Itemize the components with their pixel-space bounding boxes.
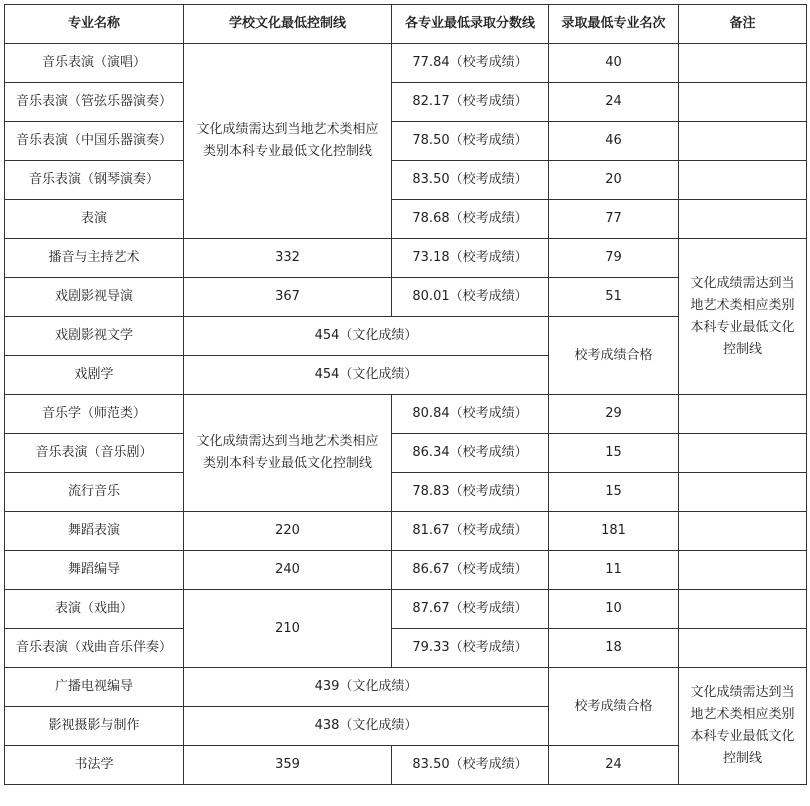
rank-cell: 79 [549, 239, 679, 278]
combined-score-cell: 439（文化成绩） [184, 668, 549, 707]
score-cell: 87.67（校考成绩） [392, 590, 549, 629]
remark-cell [679, 551, 807, 590]
major-cell: 音乐表演（音乐剧） [5, 434, 184, 473]
score-cell: 78.68（校考成绩） [392, 200, 549, 239]
table-row [5, 551, 807, 590]
major-cell: 音乐表演（管弦乐器演奏） [5, 83, 184, 122]
culture-control-cell: 367 [184, 278, 392, 317]
table-row [5, 44, 807, 83]
rank-cell: 24 [549, 746, 679, 785]
header-row [5, 5, 807, 44]
major-cell: 音乐学（师范类） [5, 395, 184, 434]
major-cell: 表演（戏曲） [5, 590, 184, 629]
table-row [5, 590, 807, 629]
culture-control-cell: 240 [184, 551, 392, 590]
score-cell: 77.84（校考成绩） [392, 44, 549, 83]
rank-cell: 18 [549, 629, 679, 668]
remark-cell [679, 629, 807, 668]
remark-cell [679, 395, 807, 434]
major-cell: 戏剧影视导演 [5, 278, 184, 317]
major-cell: 舞蹈表演 [5, 512, 184, 551]
header-culture-control: 学校文化最低控制线 [184, 5, 392, 44]
major-cell: 广播电视编导 [5, 668, 184, 707]
major-cell: 影视摄影与制作 [5, 707, 184, 746]
score-cell: 86.34（校考成绩） [392, 434, 549, 473]
combined-score-cell: 454（文化成绩） [184, 356, 549, 395]
score-cell: 83.50（校考成绩） [392, 161, 549, 200]
rank-cell: 181 [549, 512, 679, 551]
rank-cell: 46 [549, 122, 679, 161]
table-row [5, 83, 807, 122]
admission-score-table [4, 4, 807, 785]
score-cell: 83.50（校考成绩） [392, 746, 549, 785]
score-cell: 86.67（校考成绩） [392, 551, 549, 590]
major-cell: 书法学 [5, 746, 184, 785]
combined-score-cell: 438（文化成绩） [184, 707, 549, 746]
major-cell: 戏剧影视文学 [5, 317, 184, 356]
rank-cell: 24 [549, 83, 679, 122]
score-cell: 80.01（校考成绩） [392, 278, 549, 317]
remark-cell [679, 590, 807, 629]
table-row [5, 512, 807, 551]
major-cell: 流行音乐 [5, 473, 184, 512]
header-min-score: 各专业最低录取分数线 [392, 5, 549, 44]
major-cell: 音乐表演（中国乐器演奏） [5, 122, 184, 161]
score-cell: 79.33（校考成绩） [392, 629, 549, 668]
combined-score-cell: 454（文化成绩） [184, 317, 549, 356]
remark-merged-cell: 文化成绩需达到当地艺术类相应类别本科专业最低文化控制线 [679, 239, 807, 395]
score-cell: 80.84（校考成绩） [392, 395, 549, 434]
rank-cell: 40 [549, 44, 679, 83]
score-cell: 82.17（校考成绩） [392, 83, 549, 122]
header-remark: 备注 [679, 5, 807, 44]
score-cell: 78.83（校考成绩） [392, 473, 549, 512]
remark-cell [679, 473, 807, 512]
major-cell: 音乐表演（钢琴演奏） [5, 161, 184, 200]
culture-control-cell: 220 [184, 512, 392, 551]
major-cell: 舞蹈编导 [5, 551, 184, 590]
rank-cell: 15 [549, 434, 679, 473]
major-cell: 戏剧学 [5, 356, 184, 395]
table-row [5, 668, 807, 707]
major-cell: 音乐表演（演唱） [5, 44, 184, 83]
major-cell: 表演 [5, 200, 184, 239]
remark-cell [679, 44, 807, 83]
major-cell: 音乐表演（戏曲音乐伴奏） [5, 629, 184, 668]
table-row [5, 200, 807, 239]
culture-control-merged-cell: 文化成绩需达到当地艺术类相应类别本科专业最低文化控制线 [184, 395, 392, 512]
rank-cell: 77 [549, 200, 679, 239]
rank-cell: 29 [549, 395, 679, 434]
score-cell: 81.67（校考成绩） [392, 512, 549, 551]
table-row [5, 473, 807, 512]
culture-control-merged-cell: 文化成绩需达到当地艺术类相应类别本科专业最低文化控制线 [184, 44, 392, 239]
header-min-rank: 录取最低专业名次 [549, 5, 679, 44]
remark-cell [679, 200, 807, 239]
rank-cell: 15 [549, 473, 679, 512]
remark-cell [679, 122, 807, 161]
score-cell: 73.18（校考成绩） [392, 239, 549, 278]
remark-cell [679, 512, 807, 551]
culture-control-cell: 332 [184, 239, 392, 278]
table-row [5, 239, 807, 278]
rank-cell: 51 [549, 278, 679, 317]
remark-merged-cell: 文化成绩需达到当地艺术类相应类别本科专业最低文化控制线 [679, 668, 807, 785]
table-row [5, 161, 807, 200]
score-cell: 78.50（校考成绩） [392, 122, 549, 161]
table-row [5, 434, 807, 473]
table-row [5, 629, 807, 668]
major-cell: 播音与主持艺术 [5, 239, 184, 278]
rank-cell: 20 [549, 161, 679, 200]
exam-pass-merged-cell: 校考成绩合格 [549, 317, 679, 395]
rank-cell: 11 [549, 551, 679, 590]
table-row [5, 122, 807, 161]
rank-cell: 10 [549, 590, 679, 629]
culture-control-cell: 359 [184, 746, 392, 785]
remark-cell [679, 83, 807, 122]
table-row [5, 395, 807, 434]
exam-pass-merged-cell: 校考成绩合格 [549, 668, 679, 746]
remark-cell [679, 161, 807, 200]
remark-cell [679, 434, 807, 473]
header-major: 专业名称 [5, 5, 184, 44]
culture-control-merged-cell: 210 [184, 590, 392, 668]
